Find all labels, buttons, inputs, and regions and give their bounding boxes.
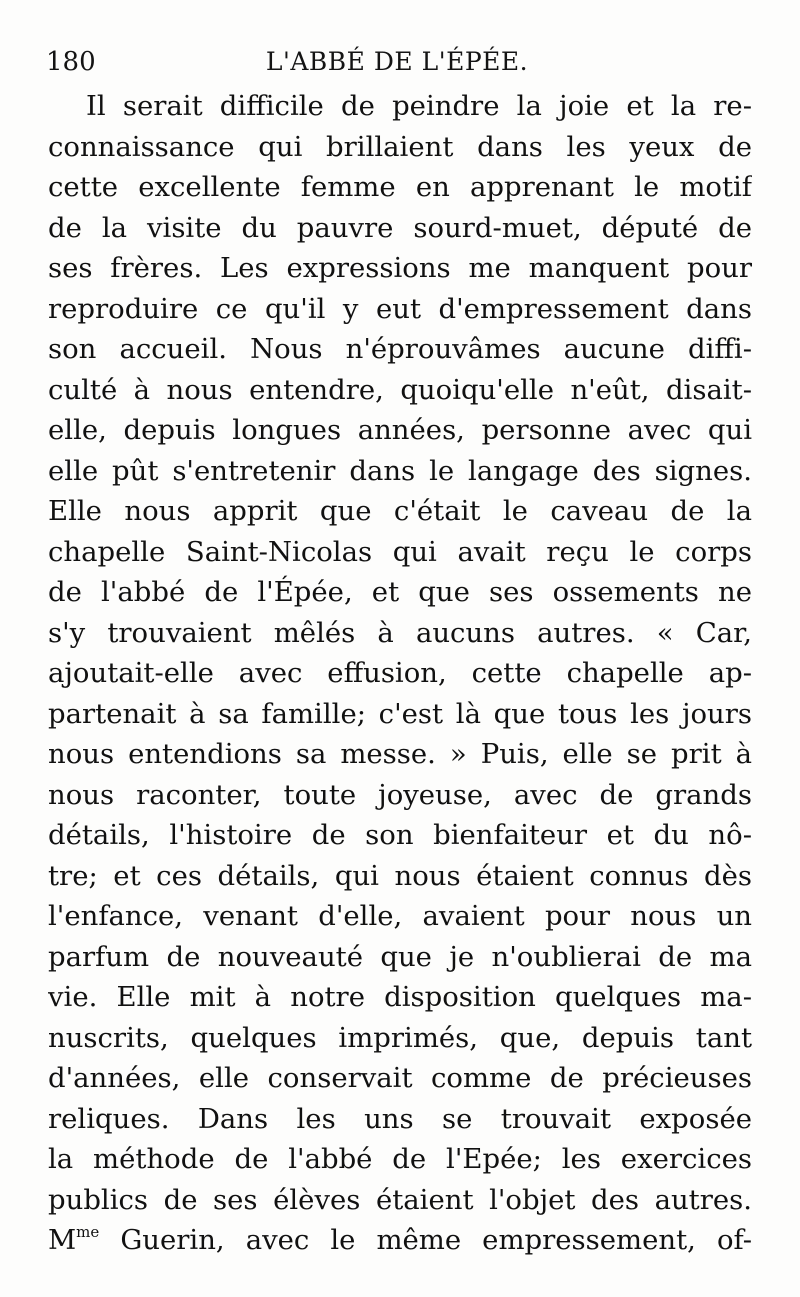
text-line: connaissance qui brillaient dans les yeux de (48, 130, 752, 163)
text-line: elle, depuis longues années, personne avec qui (48, 414, 752, 446)
text-line: son accueil. Nous n'éprouvâmes aucune diffi- (48, 333, 752, 365)
text-line: de l'abbé de l'Épée, et que ses ossements ne (48, 576, 752, 608)
title-abbreviation-superscript: me (76, 1223, 100, 1241)
text-line: reliques. Dans les uns se trouvait exposée (48, 1102, 752, 1135)
text-line: ses frères. Les expressions me manquent pour (48, 252, 752, 284)
text-line: reproduire ce qu'il y eut d'empressement dans (48, 292, 752, 325)
text-line: nuscrits, quelques imprimés, que, depuis tant (48, 1021, 752, 1054)
text-line: publics de ses élèves étaient l'objet des autres. (48, 1183, 752, 1216)
text-line: détails, l'histoire de son bienfaiteur et du nô- (48, 819, 752, 851)
text-line: culté à nous entendre, quoiqu'elle n'eût, disait- (48, 373, 752, 406)
page-number: 180 (46, 47, 96, 77)
text-line: d'années, elle conservait comme de précieuses (48, 1062, 752, 1094)
text-line: ajoutait-elle avec effusion, cette chapelle ap- (48, 657, 752, 689)
title-abbreviation: M (48, 1224, 77, 1256)
text-line: Elle nous apprit que c'était le caveau de la (48, 495, 752, 527)
text-line: cette excellente femme en apprenant le motif (48, 171, 752, 203)
body-text (48, 86, 752, 1261)
text-line-rest: Guerin, avec le même empressement, of- (99, 1224, 752, 1256)
text-line: parfum de nouveauté que je n'oublierai de ma (48, 940, 752, 973)
running-title: L'ABBÉ DE L'ÉPÉE. (265, 47, 529, 76)
text-line: Il serait difficile de peindre la joie et la re- (86, 90, 752, 122)
text-line: s'y trouvaient mêlés à aucuns autres. « Car, (48, 616, 752, 649)
text-line: vie. Elle mit à notre disposition quelques ma- (48, 981, 752, 1013)
text-line: nous raconter, toute joyeuse, avec de grands (48, 778, 752, 811)
text-line: l'enfance, venant d'elle, avaient pour nous un (48, 900, 752, 932)
text-line: chapelle Saint-Nicolas qui avait reçu le corps (48, 535, 752, 568)
text-line: de la visite du pauvre sourd-muet, député de (48, 211, 752, 244)
text-line: tre; et ces détails, qui nous étaient connus dès (48, 859, 752, 892)
page-header (46, 44, 748, 80)
text-line: partenait à sa famille; c'est là que tous les jours (48, 697, 752, 730)
text-line: nous entendions sa messe. » Puis, elle se prit à (48, 738, 752, 770)
text-line: elle pût s'entretenir dans le langage des signes. (48, 454, 752, 487)
text-line: la méthode de l'abbé de l'Epée; les exercices (48, 1143, 752, 1175)
text-line-last (48, 1220, 752, 1261)
